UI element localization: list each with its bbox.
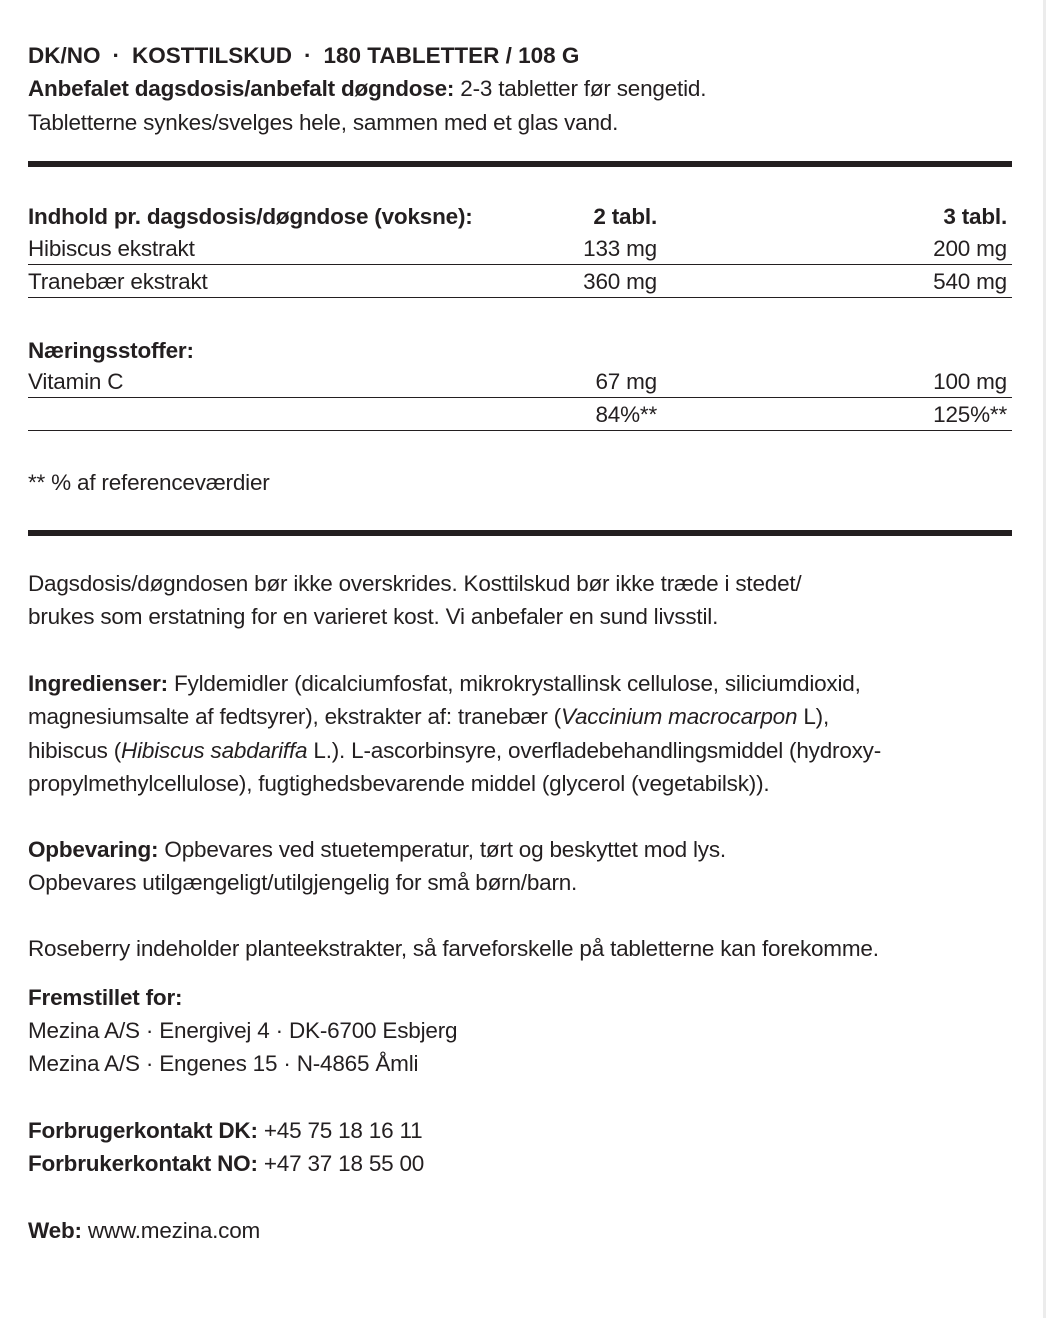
warning-line-1: Dagsdosis/døgndosen bør ikke overskrides. Kosttilskud bør ikke træde i stedet/ — [28, 571, 802, 596]
divider — [28, 161, 1012, 167]
warning-line-2: brukes som erstatning for en varieret kost. Vi anbefaler en sund livsstil. — [28, 604, 719, 629]
manufacturer-label: Fremstillet for: — [28, 985, 183, 1010]
phone-no: +47 37 18 55 00 — [263, 1151, 425, 1176]
dosage-label: Anbefalet dagsdosis/anbefalt døgndose: — [28, 76, 455, 101]
ingredients-label: Ingredienser: — [28, 671, 168, 696]
contact-no: Forbrukerkontakt NO: +47 37 18 55 00 — [28, 1151, 425, 1176]
ingredients-line-2: magnesiumsalte af fedtsyrer), ekstrakter af: tranebær (Vaccinium macrocarpon L), — [28, 704, 830, 729]
ingredients-line-3: hibiscus (Hibiscus sabdariffa L.). L-ascorbinsyre, overfladebehandlingsmiddel (hydroxy- — [28, 738, 882, 763]
table-header — [28, 202, 1012, 232]
web-line: Web: www.mezina.com — [28, 1218, 261, 1243]
ingredients-line-1: Ingredienser: Fyldemidler (dicalciumfosfat, mikrokrystallinsk cellulose, siliciumdioxid, — [28, 671, 861, 696]
table-header-3tabl: 3 tabl. — [943, 204, 1007, 229]
ingredients-line-4: propylmethylcellulose), fugtighedsbevarende middel (glycerol (vegetabilsk)). — [28, 771, 770, 796]
divider — [28, 530, 1012, 536]
category: KOSTTILSKUD — [132, 43, 292, 68]
table-row: 84%** 125%** — [28, 400, 1012, 431]
table-row: Hibiscus ekstrakt 133 mg 200 mg — [28, 234, 1012, 265]
web-link[interactable]: www.mezina.com — [87, 1218, 261, 1243]
table-header-2tabl: 2 tabl. — [593, 204, 657, 229]
contact-dk: Forbrugerkontakt DK: +45 75 18 16 11 — [28, 1118, 423, 1143]
table-header-label: Indhold pr. dagsdosis/døgndose (voksne): — [28, 204, 473, 229]
quantity: 180 TABLETTER / 108 G — [323, 43, 580, 68]
storage-line-1: Opbevaring: Opbevares ved stuetemperatur, tørt og beskyttet mod lys. — [28, 837, 726, 862]
address-no: Mezina A/S · Engenes 15 · N-4865 Åmli — [28, 1051, 419, 1076]
storage-line-2: Opbevares utilgængeligt/utilgjengelig for små børn/barn. — [28, 870, 578, 895]
dosage-value: 2-3 tabletter før sengetid. — [460, 76, 707, 101]
instruction: Tabletterne synkes/svelges hele, sammen med et glas vand. — [28, 110, 619, 135]
footnote: ** % af referenceværdier — [28, 470, 270, 495]
address-dk: Mezina A/S · Energivej 4 · DK-6700 Esbjerg — [28, 1018, 458, 1043]
region: DK/NO — [28, 43, 101, 68]
nutrients-heading: Næringsstoffer: — [28, 338, 194, 363]
storage-label: Opbevaring: — [28, 837, 159, 862]
table-row: Tranebær ekstrakt 360 mg 540 mg — [28, 267, 1012, 298]
product-header: DK/NO · KOSTTILSKUD · 180 TABLETTER / 108 G — [28, 43, 580, 68]
phone-dk: +45 75 18 16 11 — [263, 1118, 423, 1143]
table-row: Vitamin C 67 mg 100 mg — [28, 367, 1012, 398]
color-note: Roseberry indeholder planteekstrakter, så farveforskelle på tabletterne kan forekomme. — [28, 936, 879, 961]
dosage-line — [28, 74, 706, 104]
